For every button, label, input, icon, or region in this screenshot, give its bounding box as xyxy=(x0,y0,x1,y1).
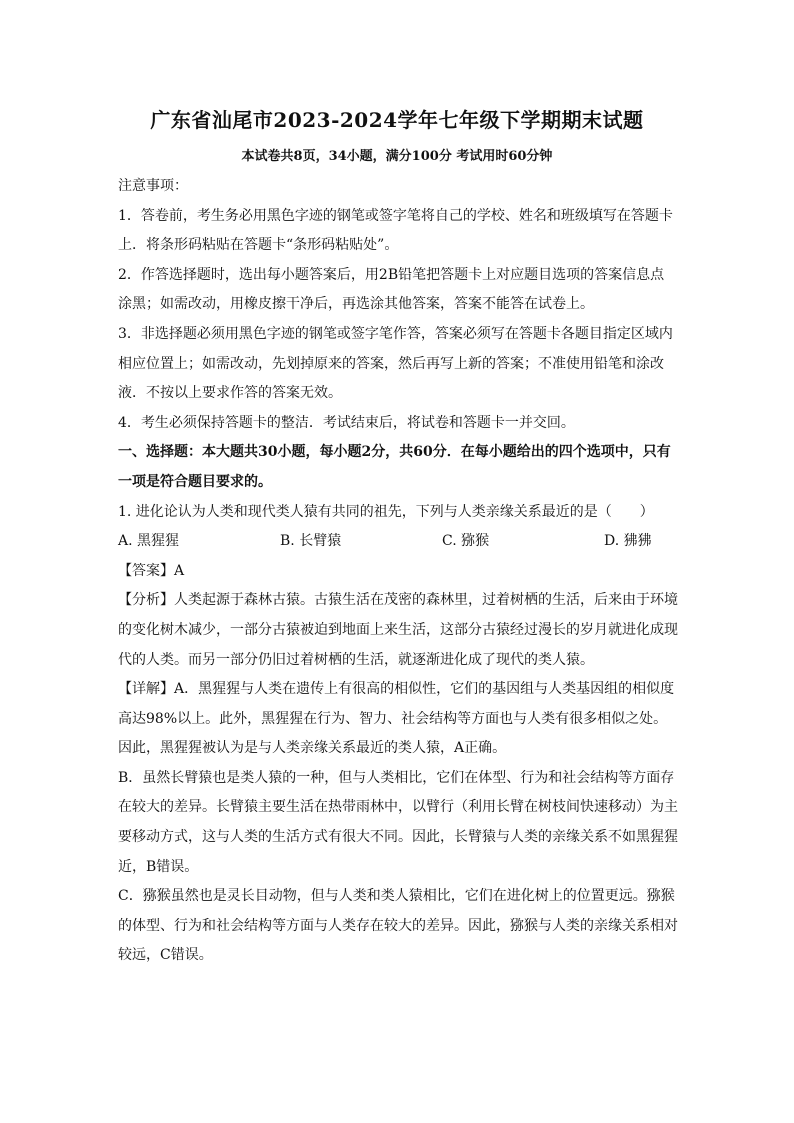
option-c: C. 猕猴 xyxy=(442,533,490,550)
notice-item: 1．答卷前，考生务必用黑色字迹的钢笔或签字笔将自己的学校、姓名和班级填写在答题卡上．将条形码粘贴在答题卡“条形码粘贴处”。 xyxy=(118,207,673,254)
answer-options xyxy=(118,527,678,557)
notice-item: 4．考生必须保持答题卡的整洁．考试结束后，将试卷和答题卡一并交回。 xyxy=(118,414,575,431)
exam-info: 本试卷共8页，34小题，满分100分 考试用时60分钟 xyxy=(241,149,553,164)
option-b: B. 长臂猿 xyxy=(280,533,342,550)
notice-heading: 注意事项： xyxy=(118,178,188,194)
notice-item: 3．非选择题必须用黑色字迹的钢笔或签字笔作答，答案必须写在答题卡各题目指定区域内相应位置上；如需改动，先划掉原来的答案，然后再写上新的答案；不准使用铅笔和涂改液．不按以上要求作答的答案无效。 xyxy=(118,325,673,402)
detail-paragraph: B．虽然长臂猿也是类人猿的一种，但与人类相比，它们在体型、行为和社会结构等方面存在较大的差异。长臂猿主要生活在热带雨林中，以臂行（利用长臂在树枝间快速移动）为主要移动方式，这与人类的生活方式有很大不同。因此，长臂猿与人类的亲缘关系不如黑猩猩近，B错误。 xyxy=(118,769,678,875)
answer-line: 【答案】A xyxy=(118,562,185,579)
analysis-paragraph: 【分析】人类起源于森林古猿。古猿生活在茂密的森林里，过着树栖的生活，后来由于环境的变化树木减少，一部分古猿被迫到地面上来生活，这部分古猿经过漫长的岁月就进化成现代的人类。而另一部分仍旧过着树栖的生活，就逐渐进化成了现代的类人猿。 xyxy=(118,592,678,668)
detail-paragraph: C．猕猴虽然也是灵长目动物，但与人类和类人猿相比，它们在进化树上的位置更远。猕猴的体型、行为和社会结构等方面与人类存在较大的差异。因此，猕猴与人类的亲缘关系相对较远，C错误。 xyxy=(118,888,678,964)
page-title: 广东省汕尾市2023-2024学年七年级下学期期末试题 xyxy=(150,108,644,132)
detail-paragraph: 【详解】A．黑猩猩与人类在遗传上有很高的相似性，它们的基因组与人类基因组的相似度高达98%以上。此外，黑猩猩在行为、智力、社会结构等方面也与人类有很多相似之处。因此，黑猩猩被认为是与人类亲缘关系最近的类人猿，A正确。 xyxy=(118,681,675,757)
notice-item: 2．作答选择题时，选出每小题答案后，用2B铅笔把答题卡上对应题目选项的答案信息点涂黑；如需改动，用橡皮擦干净后，再选涂其他答案，答案不能答在试卷上。 xyxy=(118,266,665,313)
option-d: D. 狒狒 xyxy=(604,533,652,550)
question-stem: 1. 进化论认为人类和现代类人猿有共同的祖先，下列与人类亲缘关系最近的是（ ） xyxy=(118,503,654,520)
document-body xyxy=(118,172,678,971)
section-heading: 一、选择题：本大题共30小题，每小题2分，共60分．在每小题给出的四个选项中，只有一项是符合题目要求的。 xyxy=(118,444,671,490)
option-a: A. 黑猩猩 xyxy=(118,533,180,550)
